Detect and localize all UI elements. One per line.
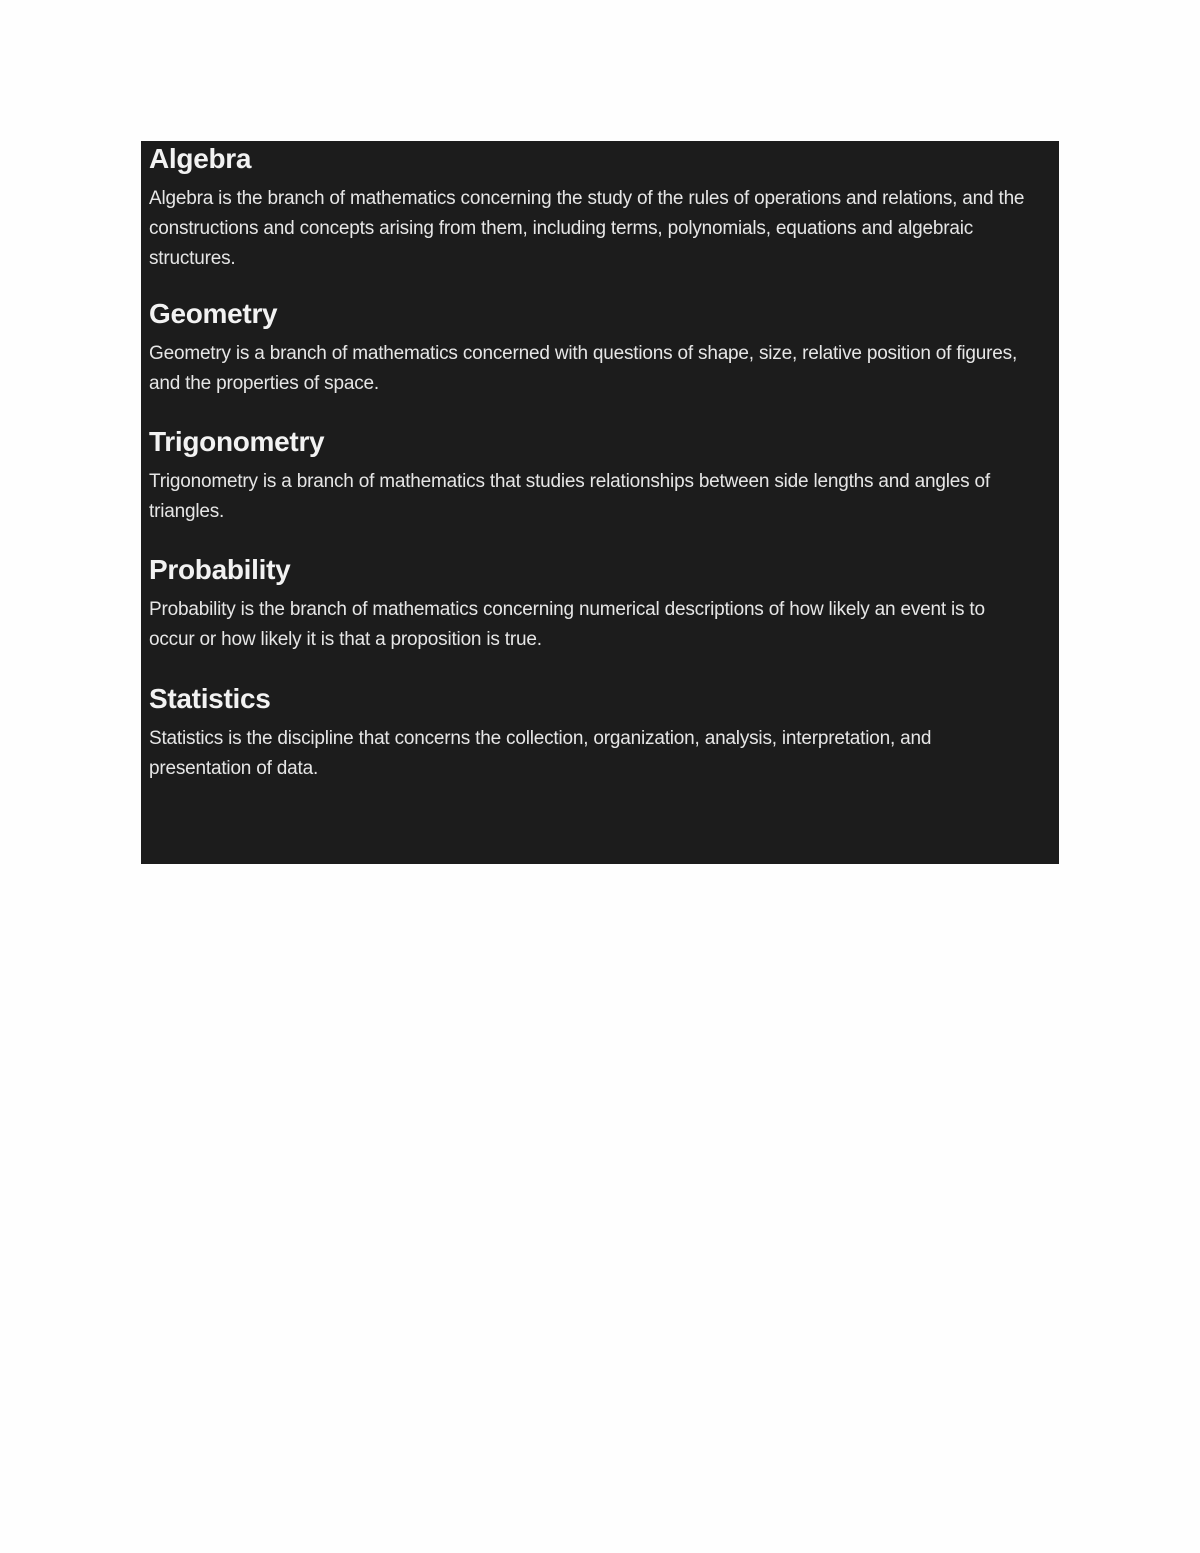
section-body: Probability is the branch of mathematics concerning numerical descriptions of how likely an event is to occur or how likely it is that a proposition is true. xyxy=(149,599,985,650)
section-body: Statistics is the discipline that concerns the collection, organization, analysis, interpretation, and presentation of data. xyxy=(149,728,932,779)
section-geometry xyxy=(149,297,1029,399)
section-algebra xyxy=(149,141,1029,274)
section-body: Trigonometry is a branch of mathematics that studies relationships between side lengths and angles of triangles. xyxy=(149,471,990,522)
section-statistics xyxy=(149,682,1029,784)
section-body: Algebra is the branch of mathematics concerning the study of the rules of operations and relations, and the constructions and concepts arising from them, including terms, polynomials, equations and algebraic structures. xyxy=(149,188,1025,269)
content-panel xyxy=(141,141,1059,864)
section-body: Geometry is a branch of mathematics concerned with questions of shape, size, relative position of figures, and the properties of space. xyxy=(149,343,1018,394)
section-title: Geometry xyxy=(149,298,278,329)
section-title: Statistics xyxy=(149,683,271,714)
section-probability xyxy=(149,553,1029,655)
section-title: Trigonometry xyxy=(149,426,325,457)
section-trigonometry xyxy=(149,425,1029,527)
section-title: Probability xyxy=(149,554,291,585)
section-title: Algebra xyxy=(149,143,252,174)
